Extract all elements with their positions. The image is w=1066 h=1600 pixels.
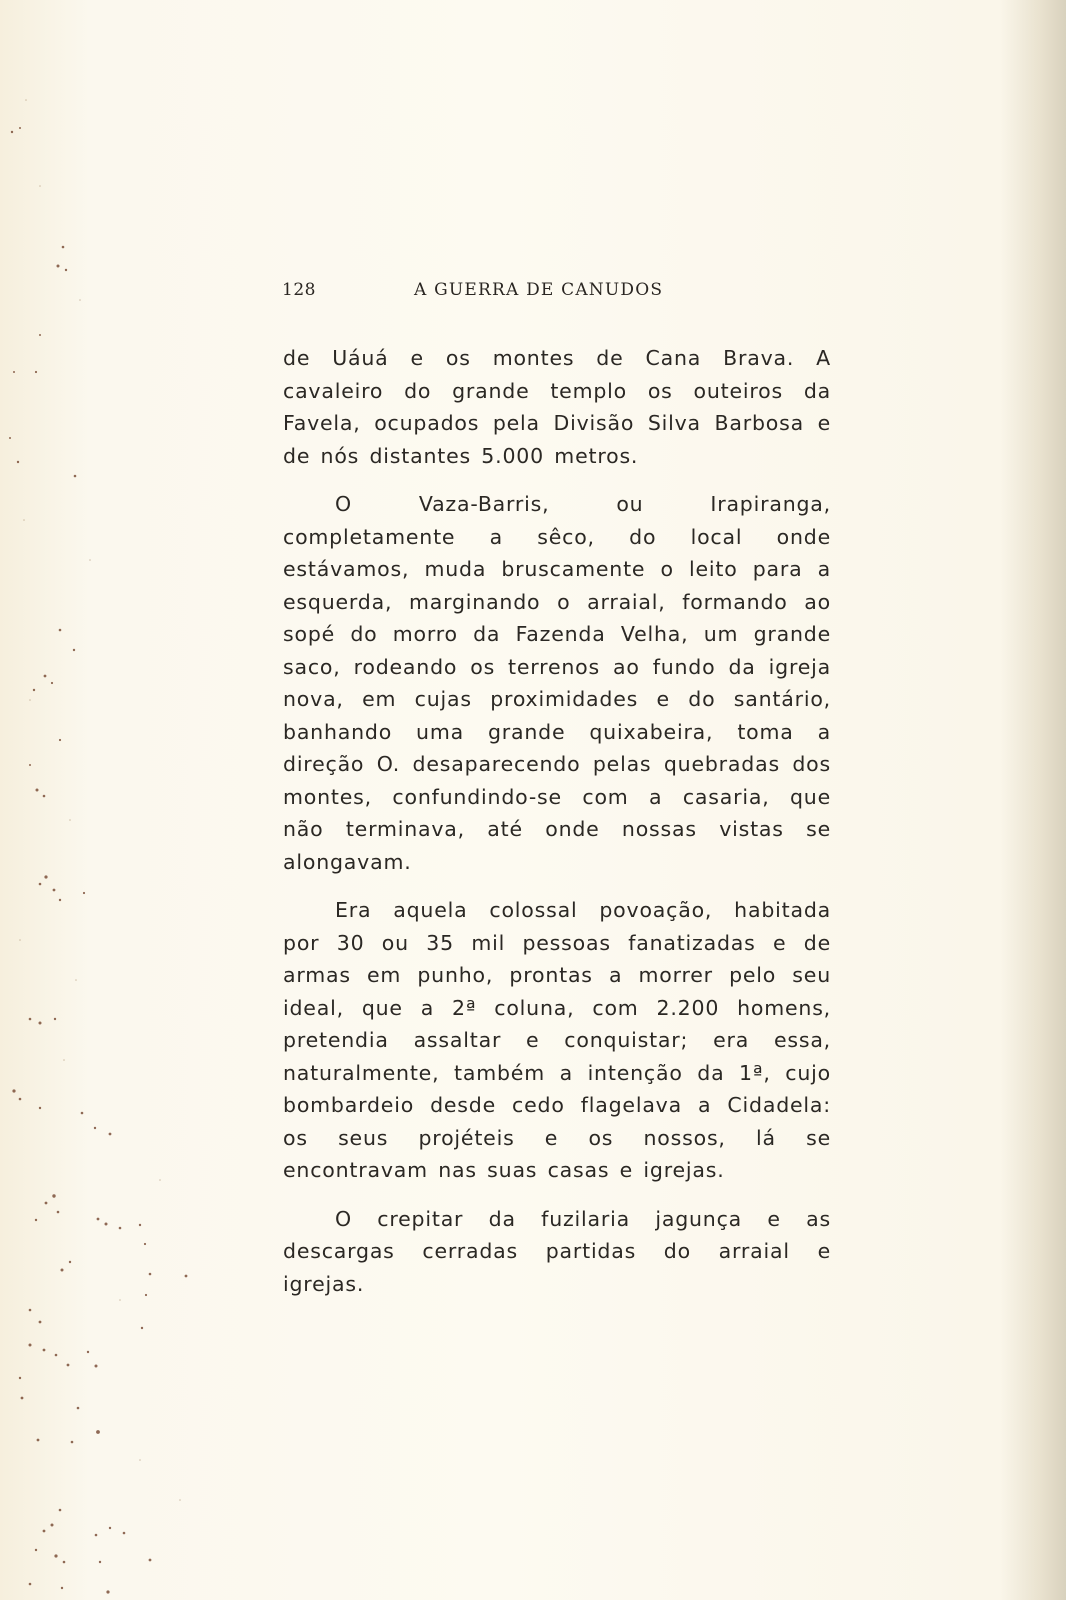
- body-text: [283, 342, 831, 1300]
- running-title: A GUERRA DE CANUDOS: [414, 280, 664, 300]
- paragraph: O Vaza-Barris, ou Irapiranga, completamente a sêco, do local onde estávamos, muda bruscamente o leito para a esquerda, marginando o arraial, formando ao sopé do morro da Fazenda Velha, um grande saco, rodeando os terrenos ao fundo da igreja nova, em cujas proximidades e do santário, banhando uma grande quixabeira, toma a direção O. desaparecendo pelas quebradas dos montes, confundindo-se com a casaria, que não terminava, até onde nossas vistas se alongavam.: [283, 492, 831, 874]
- page-number: 128: [282, 280, 316, 300]
- foxing-specks: [0, 0, 200, 1600]
- paragraph: O crepitar da fuzilaria jagunça e as descargas cerradas partidas do arraial e igrejas.: [283, 1206, 831, 1296]
- running-header: [282, 280, 702, 306]
- paragraph: Era aquela colossal povoação, habitada por 30 ou 35 mil pessoas fanatizadas e de armas em punho, prontas a morrer pelo seu ideal, que a 2ª coluna, com 2.200 homens, pretendia assaltar e conquistar; era essa, naturalmente, também a intenção da 1ª, cujo bombardeio desde cedo flagelava a Cidadela: os seus projéteis e os nossos, lá se encontravam nas suas casas e igrejas.: [283, 898, 831, 1182]
- paragraph-continued: de Uáuá e os montes de Cana Brava. A cavaleiro do grande templo os outeiros da Favela, ocupados pela Divisão Silva Barbosa e de nós distantes 5.000 metros.: [283, 346, 831, 468]
